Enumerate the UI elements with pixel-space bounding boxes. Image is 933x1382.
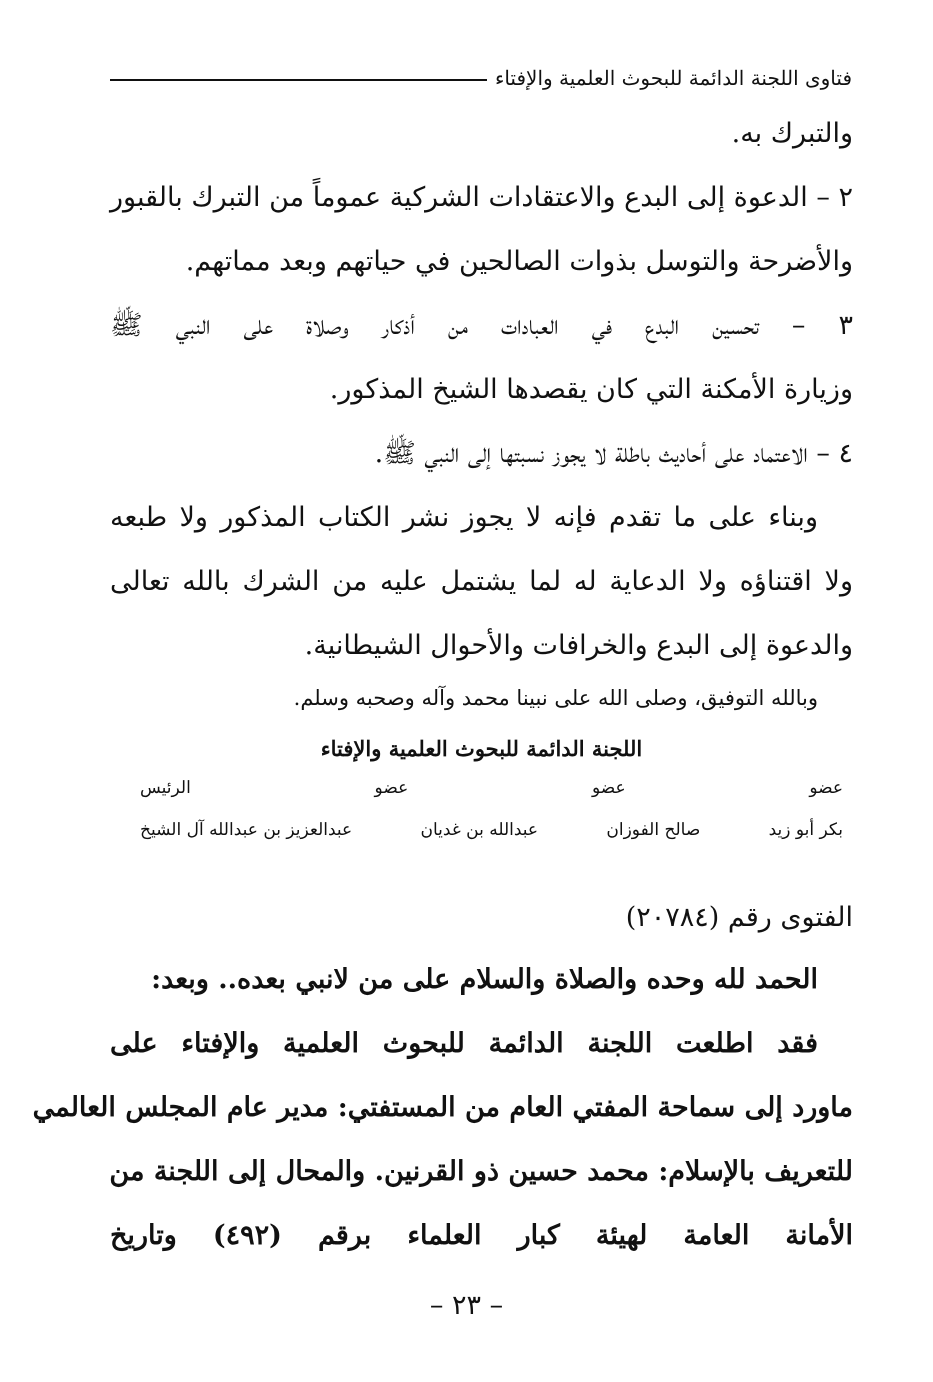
- header-rule: [110, 79, 487, 81]
- signatory-name: صالح الفوزان: [606, 820, 701, 840]
- body-line: ٤ – الاعتماد على أحاديث باطلة لا يجوز نسبتها إلى النبي ﷺ.: [374, 438, 853, 469]
- closing-line: وبالله التوفيق، وصلى الله على نبينا محمد وآله وصحبه وسلم.: [293, 686, 818, 710]
- body-line: ٢ – الدعوة إلى البدع والاعتقادات الشركية عموماً من التبرك بالقبور: [110, 182, 853, 213]
- body-line: والأضرحة والتوسل بذوات الصالحين في حياتهم وبعد مماتهم.: [185, 246, 853, 277]
- signatory-role: الرئيس: [140, 778, 191, 798]
- body-line: ٣ – تحسين البدع في العبادات من أذكار وصلاة على النبي ﷺ: [110, 310, 853, 341]
- fatwa-line: ماورد إلى سماحة المفتي العام من المستفتي: مدير عام المجلس العالمي: [32, 1092, 853, 1123]
- signatory-name: بكر أبو زيد: [768, 820, 843, 840]
- body-line: والدعوة إلى البدع والخرافات والأحوال الشيطانية.: [304, 630, 853, 661]
- fatwa-heading: الفتوى رقم (٢٠٧٨٤): [625, 902, 853, 933]
- fatwa-line: الحمد لله وحده والصلاة والسلام على من لانبي بعده.. وبعد:: [151, 964, 818, 995]
- fatwa-line: الأمانة العامة لهيئة كبار العلماء برقم (٤٩٢) وتاريخ: [110, 1220, 853, 1251]
- signatory-role: عضو: [809, 778, 843, 798]
- committee-title: اللجنة الدائمة للبحوث العلمية والإفتاء: [320, 736, 643, 761]
- signatory-role: عضو: [374, 778, 409, 798]
- signatory-names: [140, 820, 843, 840]
- signatory-role: عضو: [591, 778, 626, 798]
- fatwa-line: للتعريف بالإسلام: محمد حسين ذو القرنين. والمحال إلى اللجنة من: [109, 1156, 853, 1187]
- body-line: وزيارة الأمكنة التي كان يقصدها الشيخ المذكور.: [329, 374, 853, 405]
- body-line: والتبرك به.: [731, 118, 853, 149]
- page-number: – ٢٣ –: [429, 1290, 504, 1321]
- body-line: ولا اقتناؤه ولا الدعاية له لما يشتمل عليه من الشرك بالله تعالى: [110, 566, 853, 597]
- fatwa-line: فقد اطلعت اللجنة الدائمة للبحوث العلمية والإفتاء على: [110, 1028, 818, 1059]
- signatory-name: عبدالله بن غديان: [420, 820, 539, 840]
- running-header: [110, 58, 852, 98]
- body-line: وبناء على ما تقدم فإنه لا يجوز نشر الكتاب المذكور ولا طبعه: [110, 502, 818, 533]
- signatory-roles: [140, 778, 843, 798]
- signatory-name: عبدالعزيز بن عبدالله آل الشيخ: [140, 820, 353, 840]
- header-title: فتاوى اللجنة الدائمة للبحوث العلمية والإفتاء: [494, 66, 852, 90]
